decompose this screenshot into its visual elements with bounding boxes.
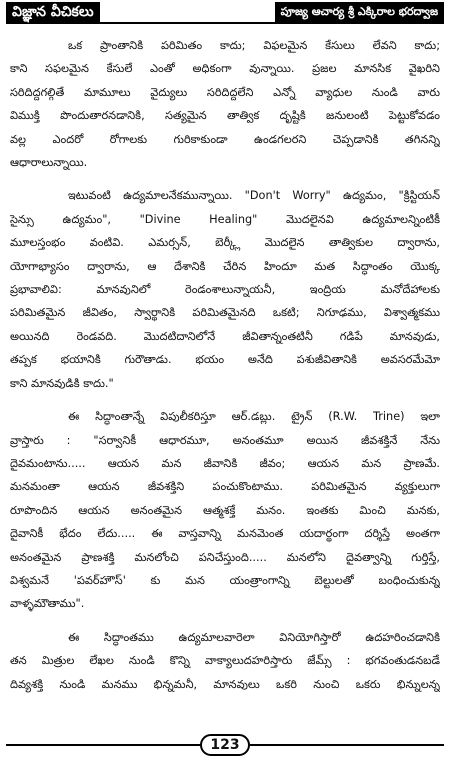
text-line: ఇటువంటి ఉద్యమాలనేకమున్నాయి. "Don't Worry" ఉద్యమం, "క్రిస్టియన్ [68, 189, 440, 203]
text-line: ప్రభావాలివి: మానవునిలో రెండంశాలున్నాయనీ, ఇంద్రియ మనోదేహాలకు [10, 283, 440, 297]
body-text [10, 34, 440, 728]
book-title: విజ్ఞాన వీచికలు [6, 2, 100, 22]
text-line: ఈ సిద్ధాంతాన్నే విపులీకరిస్తూ ఆర్.డబ్లు. ట్రైన్ (R.W. Trine) ఇలా [68, 410, 440, 424]
text-line: దైవమంటాను..... ఆయన మన జీవానికి జీవం; ఆయన మన ప్రాణమే. [10, 456, 440, 470]
text-line: సైన్సు ఉద్యమం", "Divine Healing" మొదలైనవి ఉద్యమాలన్నింటికీ [10, 212, 440, 226]
text-line: వల్ల ఎందరో రోగాలకు గురికాకుండా ఉండగలరని చెప్పడానికి తగినన్ని [10, 132, 440, 146]
text-line: పరిమితమైన జీవితం, స్వార్థానికి పరిమితమైనది ఒకటి; నిగూఢము, విశ్వాత్మకము [10, 306, 440, 320]
text-line: మనమంతా ఆయన జీవశక్తిని పంచుకొంటాము. పరిమితమైన వ్యక్తులుగా [10, 480, 440, 494]
page-header [6, 2, 444, 24]
page-footer [0, 734, 450, 756]
paragraph-3 [10, 405, 440, 616]
text-line: విముక్తి పొందుతారనడానికి, సత్యమైన తాత్విక దృష్టికి జనులంటి పెట్టుకోవడం [10, 109, 440, 123]
text-line: తప్పక భయానికి గురౌతాడు. భయం అనేది పశుజీవితానికి అవసరమేమో [10, 353, 440, 367]
text-line: వ్రాస్తారు : "సర్వానికీ ఆధారమూ, అనంతమూ అయిన జీవశక్తినే నేను [10, 433, 440, 447]
text-line: మూలస్తంభం వంటివి. ఎమర్సన్, బెర్క్లీ మొదలైన తాత్వికుల ద్వారాను, [10, 236, 440, 250]
paragraph-4 [10, 626, 440, 696]
text-line: ఈ సిద్ధాంతము ఉద్యమాలవారెలా వినియోగిస్తారో ఉదహరించడానికి [68, 630, 440, 644]
text-line: అయినది రెండవది. మొదటిదానిలోనే జీవితాన్నంతటినీ గడిపే మానవుడు, [10, 329, 440, 343]
text-line: కాని మానవుడికి కాదు." [10, 376, 114, 390]
text-line: తన మిత్రుల లేఖల నుండి కొన్ని వాక్యాలుదహరిస్తారు జేమ్స్ : భగవంతుడనబడే [10, 654, 440, 668]
text-line: విశ్వమనే 'పవర్‌హౌస్' కు మన యంత్రాంగాన్ని బెల్టులతో బంధించుకున్న [10, 573, 440, 587]
text-line: సరిదిద్దగల్గితే మామూలు వైద్యులు సరిదిద్దలేని ఎన్నో వ్యాధుల నుండి వారు [10, 85, 440, 99]
author-name: పూజ్య ఆచార్య శ్రీ ఎక్కిరాల భరద్వాజ [275, 2, 444, 22]
page-number: 123 [200, 734, 250, 756]
paragraph-1 [10, 34, 440, 174]
text-line: కాని సఫలమైన కేసులే ఎంతో అధికంగా వున్నాయి. ప్రజల మానసిక వైఖరిని [10, 62, 440, 76]
text-line: దివ్యశక్తి నుండి మనము భిన్నమనీ, మానవులు ఒకరి నుంచి ఒకరు భిన్నులన్న [10, 677, 440, 691]
text-line: దైవానికీ భేదం లేదు..... ఈ వాస్తవాన్ని మనమెంత యదార్థంగా దర్శిస్తే అంతగా [10, 527, 440, 541]
text-line: ఒక ప్రాంతానికి పరిమితం కాదు; విఫలమైన కేసులు లేవని కాదు; [68, 39, 440, 52]
text-line: ఆధారాలున్నాయి. [10, 156, 88, 170]
paragraph-2 [10, 184, 440, 395]
text-line: యోగాభ్యాసం ద్వారాను, ఆ దేశానికి చేరిన హిందూ మత సిద్ధాంతం యొక్క [10, 259, 440, 273]
text-line: అనంతమైన ప్రాణశక్తి మనలోంచి పనిచేస్తుంది..... మనలోని దైవత్వాన్ని గుర్తిస్తే, [10, 550, 440, 564]
text-line: రూపొందిన ఆయన అనంతమైన ఆత్మశక్తే మనం. ఇంతకు మించి మనకు, [10, 503, 440, 517]
text-line: వాళ్ళమౌతాము". [10, 597, 85, 611]
